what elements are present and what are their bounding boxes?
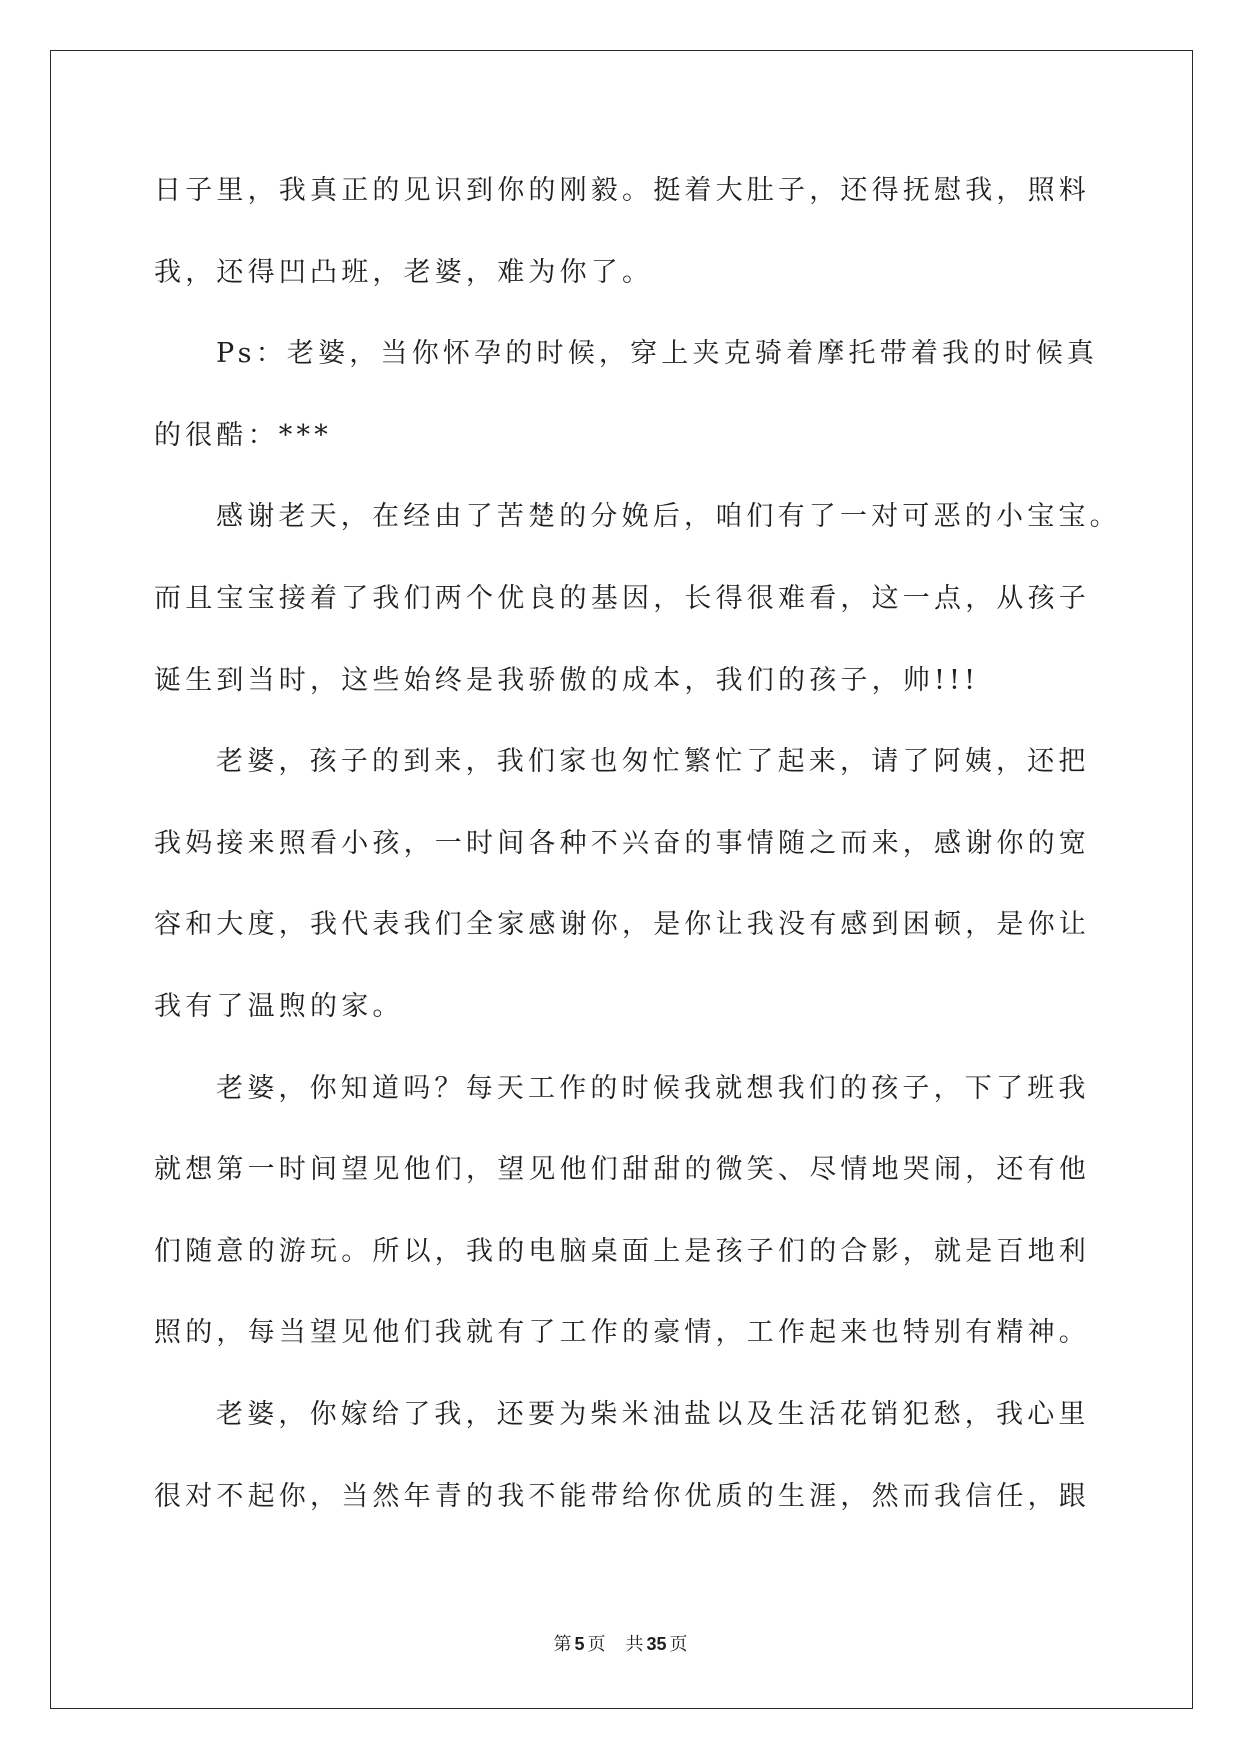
text-line: 们随意的游玩。所以，我的电脑桌面上是孩子们的合影，就是百地利 bbox=[154, 1235, 1090, 1267]
text-line: Ps：老婆，当你怀孕的时候，穿上夹克骑着摩托带着我的时候真 bbox=[216, 338, 1099, 370]
paragraph bbox=[154, 1374, 1154, 1537]
footer-total-prefix: 共 bbox=[625, 1634, 644, 1655]
text-line: 照的，每当望见他们我就有了工作的豪情，工作起来也特别有精神。 bbox=[154, 1317, 1090, 1349]
text-line: 老婆，你嫁给了我，还要为柴米油盐以及生活花销犯愁，我心里 bbox=[216, 1398, 1090, 1430]
footer-page-number: 5 bbox=[574, 1634, 585, 1654]
text-line: 老婆，你知道吗？每天工作的时候我就想我们的孩子，下了班我 bbox=[216, 1072, 1090, 1104]
text-line: 我有了温煦的家。 bbox=[154, 990, 404, 1022]
text-line: 的很酷：*** bbox=[154, 419, 332, 451]
page-footer bbox=[0, 1632, 1241, 1657]
footer-page-suffix: 页 bbox=[587, 1634, 606, 1655]
text-line: 感谢老天，在经由了苦楚的分娩后，咱们有了一对可恶的小宝宝。 bbox=[216, 501, 1121, 533]
footer-total-pages: 35 bbox=[646, 1634, 667, 1654]
paragraph bbox=[154, 150, 1154, 313]
paragraph bbox=[154, 721, 1154, 1047]
paragraph bbox=[154, 476, 1154, 721]
text-line: 诞生到当时，这些始终是我骄傲的成本，我们的孩子，帅!!! bbox=[154, 664, 980, 696]
paragraph bbox=[154, 1048, 1154, 1374]
paragraph bbox=[154, 313, 1154, 476]
text-line: 容和大度，我代表我们全家感谢你，是你让我没有感到困顿，是你让 bbox=[154, 909, 1090, 941]
document-body bbox=[154, 150, 1154, 1537]
text-line: 而且宝宝接着了我们两个优良的基因，长得很难看，这一点，从孩子 bbox=[154, 582, 1090, 614]
text-line: 就想第一时间望见他们，望见他们甜甜的微笑、尽情地哭闹，还有他 bbox=[154, 1154, 1090, 1186]
text-line: 我妈接来照看小孩，一时间各种不兴奋的事情随之而来，感谢你的宽 bbox=[154, 827, 1090, 859]
footer-total-suffix: 页 bbox=[669, 1634, 688, 1655]
footer-page-prefix: 第 bbox=[553, 1634, 572, 1655]
text-line: 我，还得凹凸班，老婆，难为你了。 bbox=[154, 256, 654, 288]
text-line: 日子里，我真正的见识到你的刚毅。挺着大肚子，还得抚慰我，照料 bbox=[154, 175, 1090, 206]
text-line: 老婆，孩子的到来，我们家也匆忙繁忙了起来，请了阿姨，还把 bbox=[216, 746, 1090, 778]
text-line: 很对不起你，当然年青的我不能带给你优质的生涯，然而我信任，跟 bbox=[154, 1480, 1090, 1512]
